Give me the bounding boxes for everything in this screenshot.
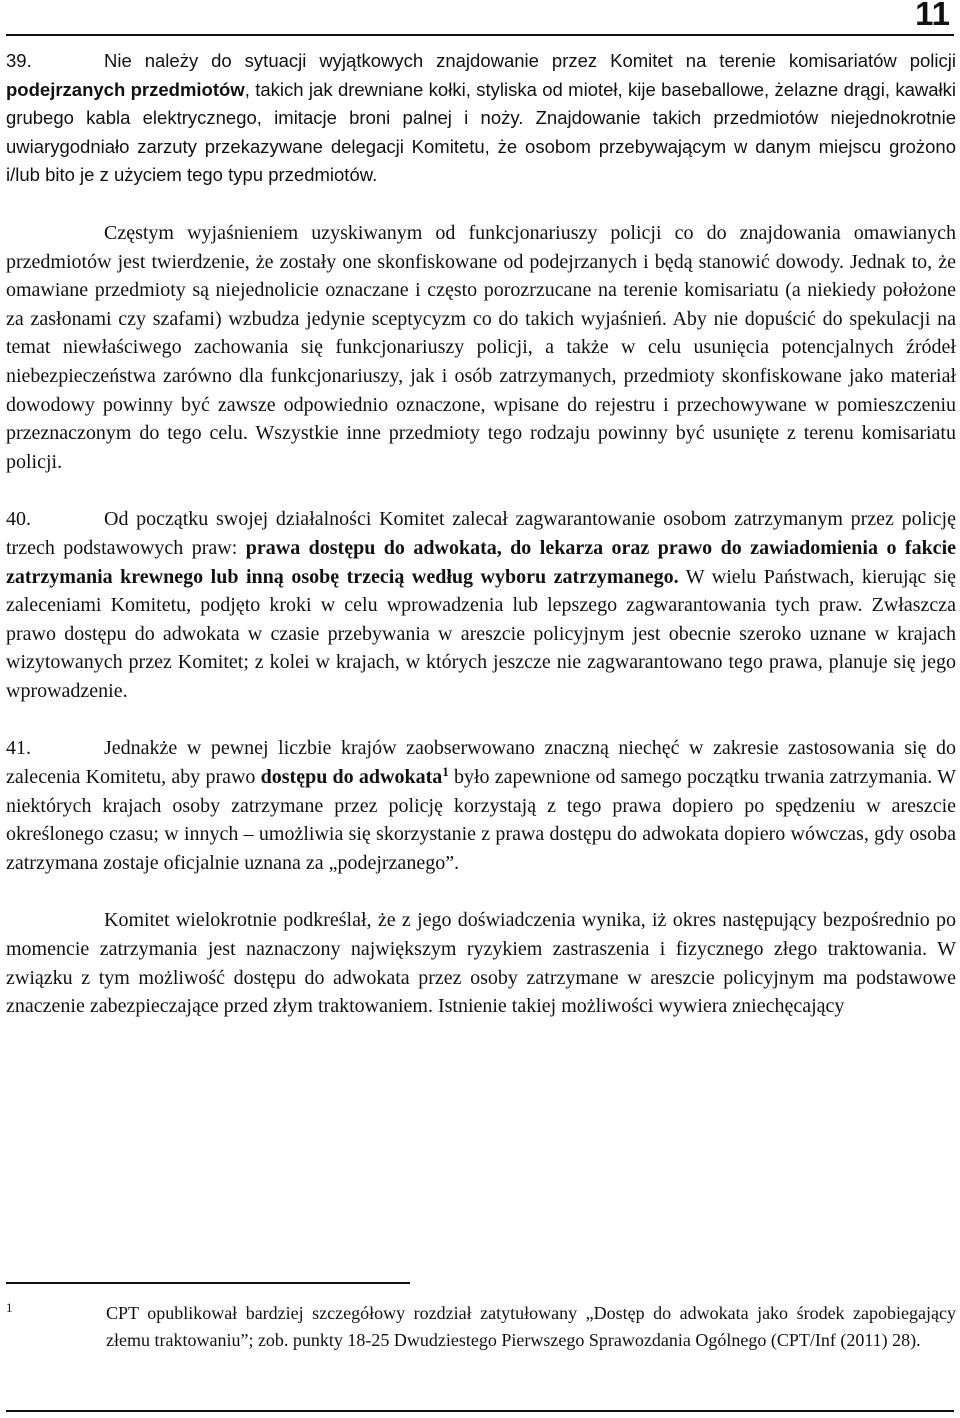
footnote-reference[interactable]: 1 <box>442 764 449 780</box>
bold-phrase: dostępu do adwokata <box>260 766 443 789</box>
page-number: 11 <box>915 0 950 32</box>
page-header <box>6 0 954 36</box>
paragraph-39: 39. Nie należy do sytuacji wyjątkowych znajdowanie przez Komitet na terenie komisariatów policji podejrzanych przedmiotów, takich jak drewniane kołki, styliska od mioteł, kije baseballowe, żelazne drągi, kawałki grubego kabla elektrycznego, imitacje broni palnej i noży. Znajdowanie takich przedmiotów niejednokrotnie uwiarygodniało zarzuty przekazywane delegacji Komitetu, że osobom przebywającym w danym miejscu grożono i/lub bito je z użyciem tego typu przedmiotów. <box>6 47 956 190</box>
footnote-mark: 1 <box>6 1300 13 1315</box>
document-body <box>6 47 956 1021</box>
footnote <box>6 1300 956 1354</box>
page-bottom-rule <box>6 1410 954 1412</box>
paragraph-39-continued: Częstym wyjaśnieniem uzyskiwanym od funkcjonariuszy policji co do znajdowania omawianych przedmiotów jest twierdzenie, że zostały one skonfiskowane od podejrzanych i będą stanowić dowody. Jednak to, że omawiane przedmioty są niejednolicie oznaczane i często porozrzucane na terenie komisariatu (a niekiedy położone za zasłonami czy szafami) wzbudza jedynie sceptycyzm co do takich wyjaśnień. Aby nie dopuścić do spekulacji na temat niewłaściwego zachowania się funkcjonariuszy policji, a także w celu usunięcia potencjalnych źródeł niebezpieczeństwa zarówno dla funkcjonariuszy, jak i osób zatrzymanych, przedmioty skonfiskowane jako materiał dowodowy powinny być zawsze odpowiednio oznaczone, wpisane do rejestru i przechowywane w pomieszczeniu przeznaczonym do tego celu. Wszystkie inne przedmioty tego rodzaju powinny być usunięte z terenu komisariatu policji. <box>6 221 956 473</box>
bold-phrase: podejrzanych przedmiotów <box>6 78 245 100</box>
bold-phrase: prawa dostępu do adwokata, do lekarza oraz prawo do zawiadomienia o fakcie zatrzymania krewnego lub inną osobę trzecią według wyboru zatrzymanego. <box>6 536 956 588</box>
paragraph-40: 40. Od początku swojej działalności Komitet zalecał zagwarantowanie osobom zatrzymanym przez policję trzech podstawowych praw: prawa dostępu do adwokata, do lekarza oraz prawo do zawiadomienia o fakcie zatrzymania krewnego lub inną osobę trzecią według wyboru zatrzymanego. W wielu Państwach, kierując się zaleceniami Komitetu, podjęto kroki w celu wprowadzenia lub lepszego zagwarantowania tych praw. Zwłaszcza prawo dostępu do adwokata w czasie przebywania w areszcie policyjnym jest obecnie szeroko uznane w krajach wizytowanych przez Komitet; z kolei w krajach, w których jeszcze nie zagwarantowano tego prawa, planuje się jego wprowadzenie. <box>6 505 956 705</box>
paragraph-41: 41. Jednakże w pewnej liczbie krajów zaobserwowano znaczną niechęć w zakresie zastosowania się do zalecenia Komitetu, aby prawo dostępu do adwokata$^1$ było zapewnione od samego początku trwania zatrzymania. W niektórych krajach osoby zatrzymane przez policję korzystają z tego prawa dopiero po spędzeniu w areszcie określonego czasu; w innych – umożliwia się skorzystanie z prawa dostępu do adwokata dopiero wówczas, gdy osoba zatrzymana zostaje oficjalnie uznana za „podejrzanego”. <box>6 734 956 877</box>
footnote-separator <box>6 1282 410 1284</box>
paragraph-41-continued: Komitet wielokrotnie podkreślał, że z jego doświadczenia wynika, iż okres następujący bezpośrednio po momencie zatrzymania jest naznaczony największym ryzykiem zastraszenia i fizycznego złego traktowania. W związku z tym możliwość dostępu do adwokata przez osoby zatrzymane w areszcie policyjnym ma podstawowe znaczenie zabezpieczające przed złym traktowaniem. Istnienie takiej możliwości wywiera zniechęcający <box>6 909 956 1018</box>
footnote-text: CPT opublikował bardziej szczegółowy rozdział zatytułowany „Dostęp do adwokata jako środek zapobiegający złemu traktowaniu”; zob. punkty 18-25 Dwudziestego Pierwszego Sprawozdania Ogólnego (CPT/Inf (2011) 28). <box>106 1303 956 1350</box>
paragraph-number: 40. <box>6 508 31 531</box>
paragraph-number: 39. <box>6 50 32 71</box>
paragraph-number: 41. <box>6 737 31 760</box>
